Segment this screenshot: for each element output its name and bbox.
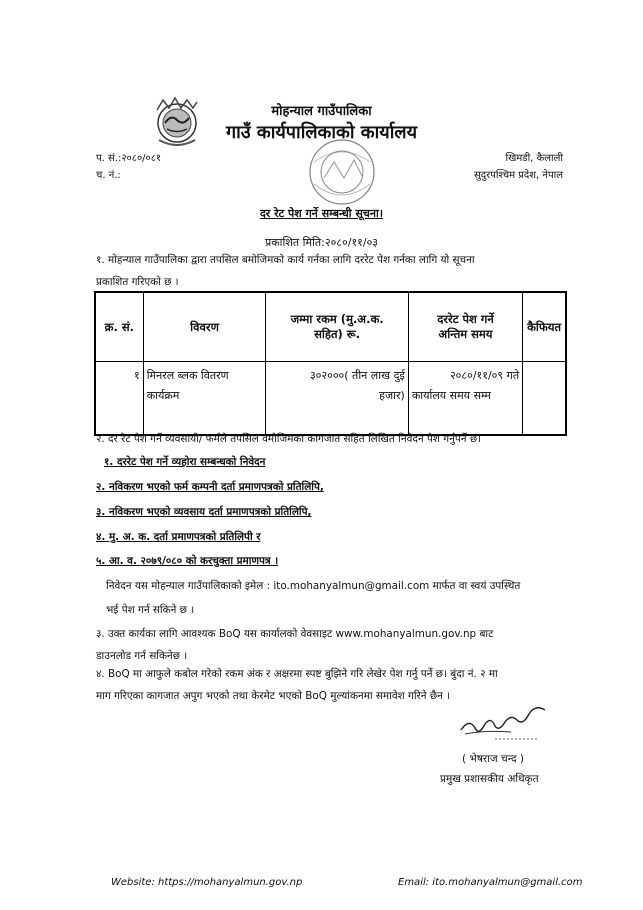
submission-note-line-2: भई पेश गर्न सकिने छ । — [106, 604, 195, 616]
row-description-line-1: मिनरल ब्लक वितरण — [146, 369, 229, 382]
submission-note-line-1: निवेदन यस मोहन्याल गाउँपालिकाको इमेल : ito.mohanyalmun@gmail.com मार्फत वा स्वयं उपस्थित — [106, 580, 521, 592]
office-seal-stamp — [300, 134, 388, 214]
signatory-title: प्रमुख प्रशासकीय अधिकृत — [440, 773, 539, 785]
row-deadline-line-1: २०८०/११/०९ गते — [449, 369, 520, 382]
clause-4-line-1: ४. BoQ मा आफुले कबोल गरेको रकम अंक र अक्षरमा स्पष्ट बुझिने गरि लेखेर पेश गर्नु पर्ने छ। बुंदा नं. २ मा — [96, 668, 498, 680]
header-sn: क्र. सं. — [95, 292, 143, 362]
row-sn: १ — [95, 362, 143, 436]
document-item-5: ५. आ. व. २०७९/०८० को करचुक्ता प्रमाणपत्र । — [96, 555, 279, 567]
row-amount-line-1: ३०२०००( तीन लाख दुई — [309, 369, 405, 382]
clause-3 — [96, 623, 576, 667]
office-title: गाउँ कार्यपालिकाको कार्यालय — [225, 122, 418, 143]
header-amount-line-1: जम्मा रकम (मु.अ.क. — [290, 312, 384, 326]
header-deadline-line-2: अन्तिम समय — [438, 327, 493, 341]
handwritten-signature — [455, 696, 555, 746]
table-header-row — [95, 292, 566, 362]
header-amount-line-2: सहित) रू. — [314, 327, 361, 341]
document-item-1: १. दररेट पेश गर्ने व्यहोरा सम्बन्धको निवेदन — [104, 456, 266, 468]
row-description — [143, 362, 266, 436]
requirements-intro: २. दर रेट पेश गर्ने व्यवसायी/ फर्मले तपसिल वमोजिमका कागजात सहित लिखित निवेदन पेश गर्नुपर्ने छ। — [96, 433, 482, 445]
office-location: खिमडी, कैलाली — [505, 153, 563, 164]
header-remarks: कैफियत — [523, 292, 566, 362]
document-item-3: ३. नविकरण भएको व्यवसाय दर्ता प्रमाणपत्रको प्रतिलिपि, — [96, 506, 312, 518]
row-deadline — [408, 362, 522, 436]
footer-website: Website: https://mohanyalmun.gov.np — [111, 877, 303, 888]
clause-3-line-2: डाउनलोड गर्न सकिनेछ । — [96, 650, 188, 662]
document-item-2: २. नविकरण भएको फर्म कम्पनी दर्ता प्रमाणपत्रको प्रतिलिपि, — [96, 481, 324, 493]
table-row — [95, 362, 566, 436]
submission-note — [106, 574, 576, 622]
intro-paragraph — [96, 249, 576, 293]
footer-email: Email: ito.mohanyalmun@gmail.com — [398, 877, 583, 888]
notice-subject: दर रेट पेश गर्ने सम्बन्धी सूचना। — [259, 207, 384, 220]
dispatch-number: च. नं.: — [96, 170, 121, 181]
published-date: प्रकाशित मिति:२०८०/११/०३ — [264, 236, 379, 249]
header-amount — [266, 292, 408, 362]
header-deadline — [408, 292, 522, 362]
ref-number: प. सं.:२०८०/०८१ — [96, 153, 162, 164]
row-amount-line-2: हजार) — [379, 389, 405, 402]
signatory-name: ( भेषराज चन्द ) — [462, 753, 524, 765]
clause-4-line-2: माग गरिएका कागजात अपुग भएको तथा केरमेट भएको BoQ मुल्यांकनमा समावेश गरिने छैन । — [96, 690, 451, 702]
document-item-4: ४. मु. अ. क. दर्ता प्रमाणपत्रको प्रतिलिपी र — [96, 531, 261, 543]
row-deadline-line-2: कार्यालय समय सम्म — [411, 389, 491, 402]
row-description-line-2: कार्यक्रम — [146, 389, 180, 402]
intro-line-2: प्रकाशित गरिएको छ । — [96, 276, 179, 288]
municipality-name: मोहन्याल गाउँपालिका — [271, 104, 372, 119]
row-amount — [266, 362, 408, 436]
office-province: सुदुरपश्चिम प्रदेश, नेपाल — [474, 170, 563, 181]
clause-3-line-1: ३. उक्त कार्यका लागि आवश्यक BoQ यस कार्यालको वेवसाइट www.mohanyalmun.gov.np बाट — [96, 628, 494, 640]
row-remarks — [523, 362, 566, 436]
header-deadline-line-1: दररेट पेश गर्ने — [437, 312, 494, 326]
work-table — [94, 291, 567, 436]
header-description: विवरण — [143, 292, 266, 362]
intro-line-1: १. मोहन्याल गाउँपालिका द्वारा तपसिल बमोजिमको कार्य गर्नका लागि दररेट पेश गर्नका लागि यो सूचना — [96, 254, 475, 266]
